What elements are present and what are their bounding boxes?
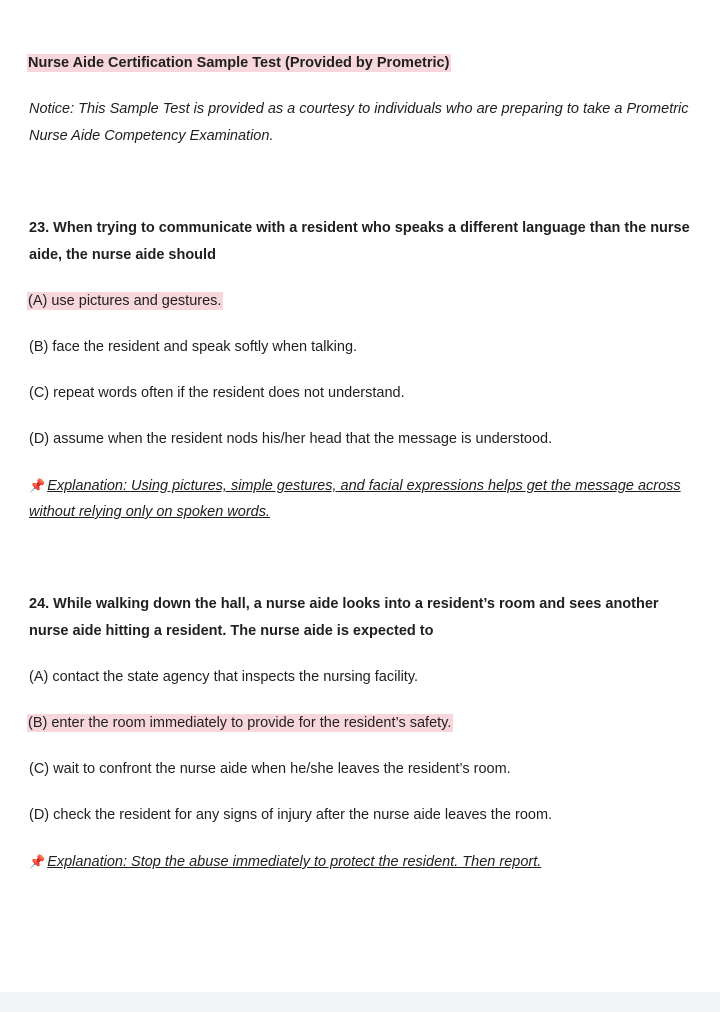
bottom-bar (0, 992, 720, 1012)
question-24-stem-line-2: nurse aide hitting a resident. The nurse aide is expected to (29, 623, 434, 639)
question-23-option-c: (C) repeat words often if the resident does not understand. (29, 385, 405, 401)
question-24-option-b (29, 710, 453, 737)
question-24-option-c: (C) wait to confront the nurse aide when he/she leaves the resident’s room. (29, 761, 511, 777)
pushpin-icon: 📌 (29, 478, 46, 493)
question-23-stem-line-1: 23. When trying to communicate with a resident who speaks a different language than the nurse (29, 220, 690, 236)
question-24-option-a: (A) contact the state agency that inspects the nursing facility. (29, 669, 419, 685)
question-23-explanation-line-1: 📌 Explanation: Using pictures, simple gestures, and facial expressions helps get the message across (29, 472, 681, 500)
pushpin-icon: 📌 (29, 854, 46, 869)
question-23-explanation-line-2: without relying only on spoken words. (29, 504, 270, 520)
document-title: Nurse Aide Certification Sample Test (Provided by Prometric) (28, 55, 450, 71)
question-24-option-d: (D) check the resident for any signs of injury after the nurse aide leaves the room. (29, 807, 553, 823)
correct-answer-highlight: (B) enter the room immediately to provide for the resident’s safety. (28, 715, 452, 731)
question-23-option-d: (D) assume when the resident nods his/her head that the message is understood. (29, 431, 553, 447)
question-23-option-b: (B) face the resident and speak softly when talking. (29, 339, 358, 355)
notice-line-2: Nurse Aide Competency Examination. (29, 128, 274, 144)
question-24-explanation-line-1: 📌 Explanation: Stop the abuse immediately to protect the resident. Then report. (29, 848, 541, 876)
question-23-option-a (29, 288, 223, 315)
question-23-stem-line-2: aide, the nurse aide should (29, 247, 216, 263)
question-24-stem-line-1: 24. While walking down the hall, a nurse aide looks into a resident’s room and sees another (29, 596, 659, 612)
notice-line-1: Notice: This Sample Test is provided as a courtesy to individuals who are preparing to take a Prometric (29, 101, 689, 117)
correct-answer-highlight: (A) use pictures and gestures. (28, 293, 222, 309)
